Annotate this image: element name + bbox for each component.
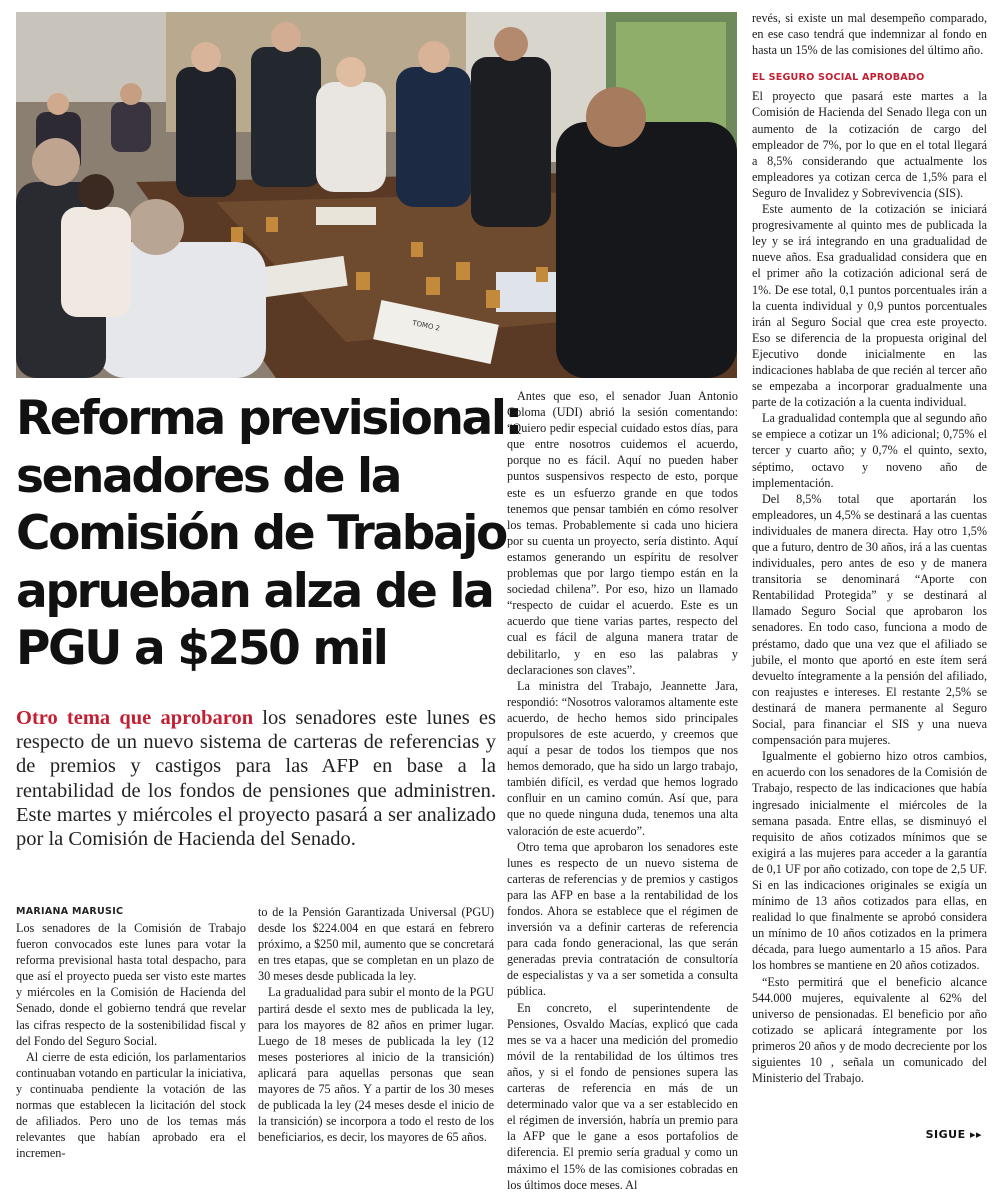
byline: MARIANA MARUSIC <box>16 906 124 917</box>
body-paragraph: La ministra del Trabajo, Jeannette Jara, respondió: “Nosotros valoramos altamente este acuerdo, de hecho hemos sido principales propulsores de este acuerdo, y creemos que aquí a pesar de todos los tiempos que nos hemos demorado, que ha sido un largo trabajo, también difícil, es verdad que hemos logrado confluir en un camino común. Así que, para que no quede ninguna duda, tenemos una alta valoración de este acuerdo”. <box>507 678 738 838</box>
body-paragraph: Los senadores de la Comisión de Trabajo fueron convocados este lunes para votar la reforma previsional hasta total despacho, para que así el proyecto pueda ser visto este martes y miércoles en la Comisión de Hacienda del Senado, donde el gobierno tendrá que revelar las cifras respecto de la sostenibilidad fiscal y del Fondo del Seguro Social. <box>16 921 246 1048</box>
body-paragraph: La gradualidad contempla que al segundo año se empiece a cotizar un 1% adicional; 0,75% el tercer y cuarto año; y 0,7% el quinto, sexto, séptimo, octavo y noveno año de implementación. <box>752 411 987 490</box>
lead-highlight: Otro tema que aprobaron <box>16 707 254 729</box>
body-paragraph: to de la Pensión Garantizada Universal (PGU) desde los $224.004 en que estará en febrero próximo, a $250 mil, aumento que se concretará en tres etapas, que se completan en un plazo de 30 meses desde publicada la ley. <box>258 905 494 984</box>
news-photo <box>16 12 737 378</box>
body-paragraph: Del 8,5% total que aportarán los empleadores, un 4,5% se destinará a las cuentas individuales de manera directa. Hay otro 1,5% que a futuro, dentro de 30 años, irá a las cuentas individuales, pero antes de eso y de manera transitoria se denominará “Aporte con Rentabilidad Protegida” y se destinará al llamado Seguro Social que aprobaron los senadores. En todo caso, funciona a modo de préstamo, dado que una vez que el afiliado se jubile, el monto que aportó en este ítem será devuelto íntegramente a la pensión del afiliado, con reajustes e intereses. El restante 2,5% se destinará de manera permanente al Seguro Social, para financiar el SIS y una nueva compensación para mujeres. <box>752 491 987 748</box>
headline-line: Reforma previsional: <box>16 391 521 446</box>
lead-paragraph <box>16 706 496 851</box>
headline-line: aprueban alza de la <box>16 563 493 619</box>
body-paragraph: Otro tema que aprobaron los senadores este lunes es respecto de un nuevo sistema de carteras de referencias y de premios y castigos para las AFP en base a la rentabilidad de los fondos. Ahora se establece que el régimen de inversión va a definir carteras de referencia para cada fondo generacional, las que serán generadas previa contratación de consultoría de especialistas y va a ser sometida a consulta pública. <box>507 839 738 999</box>
body-paragraph: Al cierre de esta edición, los parlamentarios continuaban votando en particular la iniciativa, y continuaba pendiente la votación de las normas que establecen la licitación del stock de afiliados. Pero uno de los temas más relevantes que habían aprobado era el incremen- <box>16 1049 246 1161</box>
body-paragraph: “Esto permitirá que el beneficio alcance 544.000 mujeres, equivalente al 62% del universo de pensionadas. El beneficio por año cotizado se aplicará íntegramente por los primeros 20 años y de modo decreciente por los siguientes 10 , señala un comunicado del Ministerio del Trabajo. <box>752 974 987 1086</box>
body-column-4 <box>752 10 987 1086</box>
headline-line: senadores de la <box>16 448 401 504</box>
body-paragraph: El proyecto que pasará este martes a la Comisión de Hacienda del Senado llega con un aumento de la cotización de cargo del empleador de 7%, por lo que en el total llegará a 8,5% considerando que actualmente los empleadores ya cotizan cerca de 1,5% para el Seguro de Invalidez y Sobrevivencia (SIS). <box>752 89 987 200</box>
headline-line: PGU a $250 mil <box>16 621 387 676</box>
body-paragraph: Antes que eso, el senador Juan Antonio Coloma (UDI) abrió la sesión comentando: “Quiero pedir especial cuidado estos días, para que entre nosotros cuidemos el acuerdo, porque no es fácil. Aquí no pueden haber puntos suspensivos respecto de esto, porque este es un esfuerzo grande en que todos tenemos que pensar también en cómo resolver los temas. Probablemente si cada uno hiciera por su cuenta un proyecto, sería distinto. Aquí estamos generando un espíritu de resolver problemas que por largo tiempo están en la sociedad chilena”. Por eso, hizo un llamado “respecto de cuidar el acuerdo. Este es un acuerdo que tiene varias partes, respecto del cual es fácil de alguna manera tratar de debilitarlo, y en eso las palabras y declaraciones son claves”. <box>507 389 738 677</box>
body-column-3 <box>507 388 738 1193</box>
body-paragraph: Este aumento de la cotización se iniciará progresivamente al quinto mes de publicada la ley y se irá integrando en una gradualidad de nueve años. Esa gradualidad considera que en el primer año la cotización adicional será de 1%. De ese total, 0,1 puntos porcentuales irán a la cuenta individual y 0,9 puntos porcentuales irán al Seguro Social que crea este proyecto. Eso se diferencia de la propuesta original del Ejecutivo donde inicialmente en las indicaciones hablaba de que recién al tercer año se empezaba a incorporar gradualmente una parte de la cotización a la cuenta individual. <box>752 202 987 410</box>
body-paragraph: revés, si existe un mal desempeño comparado, en ese caso tendrá que indemnizar al fondo en hasta un 15% de las comisiones del último año. <box>752 11 987 58</box>
headline-line: Comisión de Trabajo <box>16 506 506 561</box>
body-column-1 <box>16 920 246 1161</box>
section-subhead: EL SEGURO SOCIAL APROBADO <box>752 72 925 84</box>
lead-text: los senadores este lunes es respecto de un nuevo sistema de carteras de referencias y de premios y castigos para las AFP en base a la rentabilidad de los fondos de pensiones que administren. Este martes y miércoles el proyecto pasará a ser analizado por la Comisión de Hacienda del Senado. <box>16 707 496 851</box>
body-column-2 <box>258 904 494 1145</box>
senate-meeting-photo <box>16 12 737 378</box>
continue-marker: SIGUE ▸▸ <box>925 1128 982 1141</box>
body-paragraph: En concreto, el superintendente de Pensiones, Osvaldo Macías, explicó que cada mes se va a hacer una medición del promedio móvil de la rentabilidad de los últimos tres años, y si el fondo de pensiones supera las carteras de referencia en más de un determinado valor que va a ser establecido en el régimen de inversión, habría un premio para la AFP que le gane a esos portafolios de diferencia. El premio sería gradual y como un máximo el 15% de las comisiones cobradas en los últimos doce meses. Al <box>507 1000 738 1192</box>
binder-label: TOMO 2 <box>411 318 441 333</box>
headline <box>16 390 521 678</box>
body-paragraph: Igualmente el gobierno hizo otros cambios, en acuerdo con los senadores de la Comisión de Trabajo, respecto de las indicaciones que había ingresado inicialmente el miércoles de la semana pasada. Entre ellas, se disminuyó el requisito de años cotizados mínimos que se exigirá a las mujeres para acceder a la garantía de 0,1 UF por año cotizado, con tope de 2,5 UF. Si en las indicaciones originales se exigía un mínimo de 13 años cotizados para ellas, en realidad lo que finalmente se aprobó considera un mínimo de 10 años cotizados en la primera década, para luego aumentarlo a 15 años. Para los hombres se mantiene en 20 años cotizados. <box>752 749 987 973</box>
body-paragraph: La gradualidad para subir el monto de la PGU partirá desde el sexto mes de publicada la ley, para los mayores de 82 años en primer lugar. Luego de 18 meses de publicada la ley (12 meses posteriores al inicio de la transición) aplicará para aquellas personas que sean mayores de 75 años. Y a partir de los 30 meses de publicada la ley (24 meses desde el inicio de la transición) se incorpora a todo el resto de los beneficiarios, es decir, los mayores de 65 años. <box>258 985 494 1145</box>
